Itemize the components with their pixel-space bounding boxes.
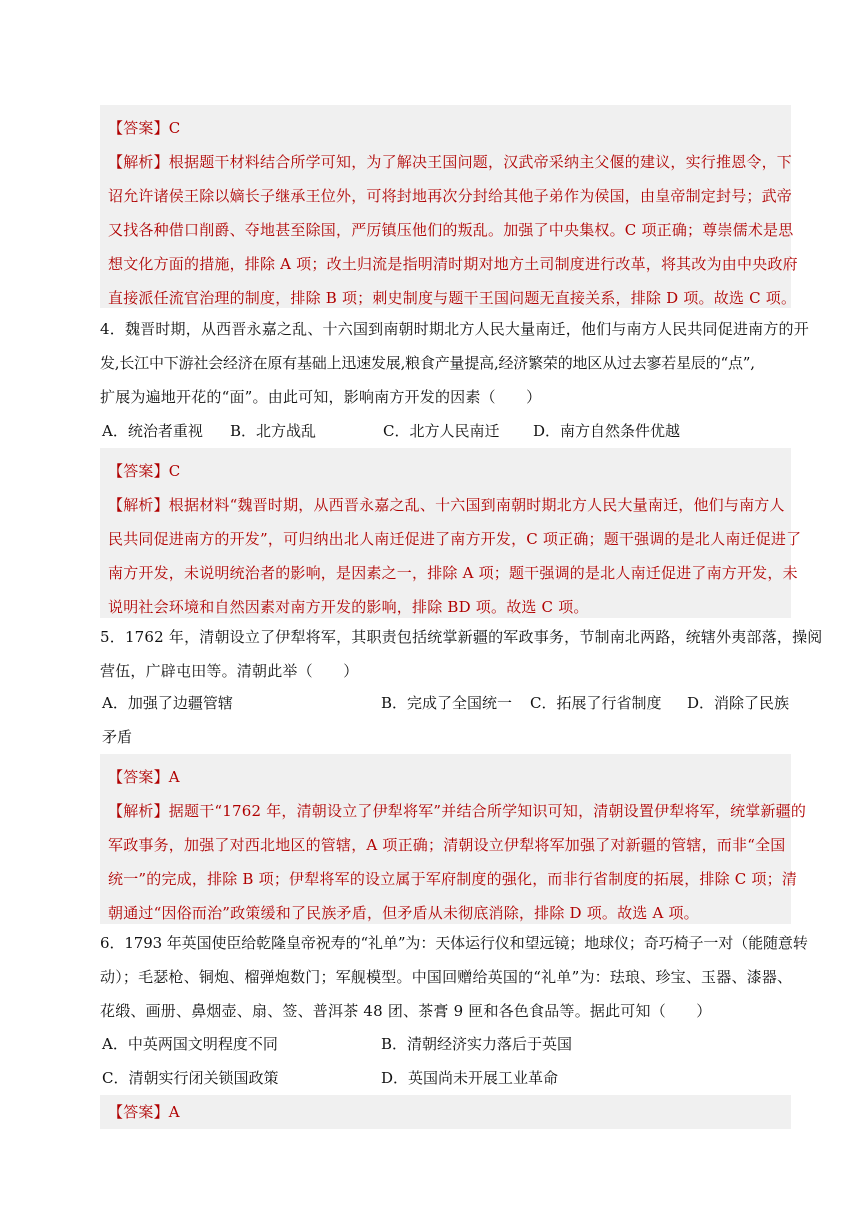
option-d: D．英国尚未开展工业革命 [381, 1069, 559, 1087]
analysis-line: 诏允许诸侯王除以嫡长子继承王位外，可将封地再次分封给其他子弟作为侯国，由皇帝制定封号；武帝 [108, 187, 793, 205]
option-d: D．消除了民族 [687, 694, 790, 712]
analysis-line: 说明社会环境和自然因素对南方开发的影响，排除 BD 项。故选 C 项。 [108, 598, 589, 616]
option-c: C．北方人民南迁 [383, 422, 500, 440]
answer-box-q3 [100, 105, 798, 308]
option-c: C．拓展了行省制度 [530, 694, 662, 712]
option-a: A．加强了边疆管辖 [102, 694, 233, 712]
answer-box-q6 [100, 1095, 791, 1129]
question-line: 6．1793 年英国使臣给乾隆皇帝祝寿的“礼单”为：天体运行仪和望远镜；地球仪；奇巧椅子一对（能随意转 [100, 934, 808, 952]
analysis-line: 想文化方面的措施，排除 A 项；改土归流是指明清时期对地方土司制度进行改革，将其改为由中央政府 [108, 255, 798, 273]
question-6-stem [100, 926, 808, 1028]
question-line: 扩展为遍地开花的“面”。由此可知，影响南方开发的因素（ ） [100, 388, 542, 406]
question-line: 4．魏晋时期，从西晋永嘉之乱、十六国到南朝时期北方人民大量南迁，他们与南方人民共同促进南方的开 [100, 320, 809, 338]
option-c: C．清朝实行闭关锁国政策 [102, 1069, 279, 1087]
question-5-stem [100, 620, 823, 688]
question-line: 花缎、画册、鼻烟壶、扇、签、普洱茶 48 团、茶膏 9 匣和各色食品等。据此可知（ ） [100, 1002, 712, 1020]
answer-box-q5 [100, 754, 807, 924]
analysis-line: 直接派任流官治理的制度，排除 B 项；刺史制度与题干王国问题无直接关系，排除 D 项。故选 C 项。 [108, 289, 797, 307]
analysis-line: 军政事务，加强了对西北地区的管辖，A 项正确；清朝设立伊犁将军加强了对新疆的管辖，而非“全国 [108, 836, 786, 854]
answer-label: 【答案】A [108, 1103, 180, 1121]
analysis-line: 朝通过“因俗而治”政策缓和了民族矛盾，但矛盾从未彻底消除，排除 D 项。故选 A 项。 [108, 904, 699, 922]
question-4-stem [100, 312, 809, 414]
option-a: A．统治者重视 [102, 422, 203, 440]
question-4-options [100, 414, 800, 448]
option-b: B．北方战乱 [230, 422, 317, 440]
option-b: B．清朝经济实力落后于英国 [381, 1035, 573, 1053]
analysis-line: 又找各种借口削爵、夺地甚至除国，严厉镇压他们的叛乱。加强了中央集权。C 项正确；尊崇儒术是思 [108, 221, 794, 239]
question-line: 5．1762 年，清朝设立了伊犁将军，其职责包括统掌新疆的军政事务，节制南北两路，统辖外夷部落，操阅 [100, 628, 823, 646]
answer-label: 【答案】C [108, 462, 181, 480]
answer-label: 【答案】C [108, 119, 181, 137]
option-b: B．完成了全国统一 [381, 694, 513, 712]
analysis-line: 统一”的完成，排除 B 项；伊犁将军的设立属于军府制度的强化，而非行省制度的拓展，排除 C 项；清 [108, 870, 798, 888]
option-d: D．南方自然条件优越 [533, 422, 681, 440]
option-a: A．中英两国文明程度不同 [102, 1035, 278, 1053]
analysis-line: 【解析】根据题干材料结合所学可知，为了解决王国问题，汉武帝采纳主父偃的建议，实行推恩令，下 [108, 153, 793, 171]
question-line: 动）；毛瑟枪、铜炮、榴弹炮数门；军舰模型。中国回赠给英国的“礼单”为：珐琅、珍宝、玉器、漆器、 [100, 968, 793, 986]
question-5-options [100, 686, 800, 754]
question-6-options [100, 1027, 800, 1095]
analysis-line: 南方开发，未说明统治者的影响，是因素之一，排除 A 项；题干强调的是北人南迁促进了南方开发，未 [108, 564, 798, 582]
question-line: 营伍，广辟屯田等。清朝此举（ ） [100, 662, 359, 680]
option-d-continued: 矛盾 [102, 728, 133, 746]
analysis-line: 【解析】据题干“1762 年，清朝设立了伊犁将军”并结合所学知识可知，清朝设置伊犁将军，统掌新疆的 [108, 802, 807, 820]
analysis-line: 民共同促进南方的开发”，可归纳出北人南迁促进了南方开发，C 项正确；题干强调的是北人南迁促进了 [108, 530, 802, 548]
answer-label: 【答案】A [108, 768, 180, 786]
analysis-line: 【解析】根据材料“魏晋时期，从西晋永嘉之乱、十六国到南朝时期北方人民大量南迁，他们与南方人 [108, 496, 785, 514]
answer-box-q4 [100, 448, 802, 618]
question-line: 发,长江中下游社会经济在原有基础上迅速发展,粮食产量提高,经济繁荣的地区从过去寥若星辰的“点”, [100, 354, 755, 372]
